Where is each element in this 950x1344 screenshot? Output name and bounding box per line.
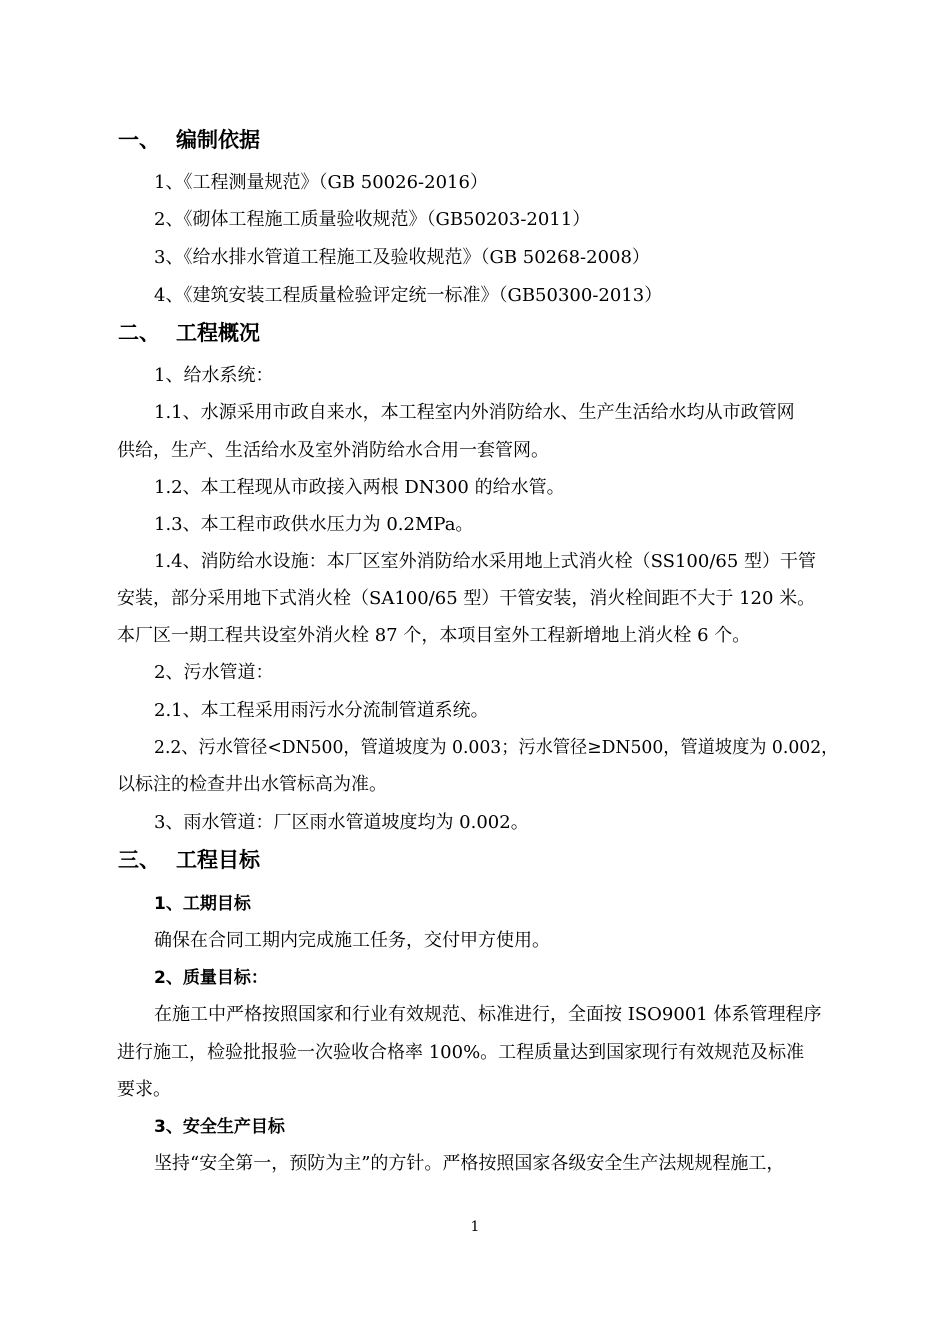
paragraph-line: 2.2、污水管径<DN500，管道坡度为 0.003；污水管径≥DN500，管道坡度为 0.002， — [154, 737, 839, 758]
subsection-label: 2、污水管道： — [154, 662, 274, 683]
section-number: 三、 — [118, 848, 160, 872]
page-number: 1 — [470, 1219, 480, 1235]
subsection-heading: 2、质量目标： — [154, 968, 268, 988]
paragraph-line: 1.1、水源采用市政自来水，本工程室内外消防给水、生产生活给水均从市政管网 — [154, 402, 795, 423]
paragraph-line: 1.2、本工程现从市政接入两根 DN300 的给水管。 — [154, 477, 565, 498]
reference-item: 1、《工程测量规范》（GB 50026-2016） — [154, 172, 488, 193]
section-number: 一、 — [118, 128, 160, 152]
section-title: 工程概况 — [176, 321, 260, 345]
paragraph-line: 要求。 — [117, 1079, 171, 1100]
subsection-label: 3、雨水管道：厂区雨水管道坡度均为 0.002。 — [154, 812, 529, 833]
reference-item: 3、《给水排水管道工程施工及验收规范》（GB 50268-2008） — [154, 247, 650, 268]
paragraph-line: 坚持“安全第一，预防为主”的方针。严格按照国家各级安全生产法规规程施工， — [154, 1153, 785, 1174]
paragraph-line: 1.4、消防给水设施：本厂区室外消防给水采用地上式消火栓（SS100/65 型）干管 — [154, 551, 817, 572]
subsection-heading: 1、工期目标 — [154, 894, 251, 914]
subsection-heading: 3、安全生产目标 — [154, 1117, 285, 1137]
paragraph-line: 进行施工，检验批报验一次验收合格率 100%。工程质量达到国家现行有效规范及标准 — [117, 1042, 805, 1063]
paragraph-line: 安装，部分采用地下式消火栓（SA100/65 型）干管安装，消火栓间距不大于 120 米。 — [117, 588, 816, 609]
section-heading — [118, 127, 260, 153]
section-title: 编制依据 — [176, 128, 260, 152]
subsection-label: 1、给水系统： — [154, 365, 274, 386]
section-number: 二、 — [118, 321, 160, 345]
section-title: 工程目标 — [176, 848, 260, 872]
reference-item: 2、《砌体工程施工质量验收规范》（GB50203-2011） — [154, 209, 591, 230]
paragraph-line: 在施工中严格按照国家和行业有效规范、标准进行，全面按 ISO9001 体系管理程序 — [154, 1004, 822, 1025]
section-heading — [118, 320, 260, 346]
paragraph-line: 确保在合同工期内完成施工任务，交付甲方使用。 — [154, 930, 550, 951]
reference-item: 4、《建筑安装工程质量检验评定统一标准》（GB50300-2013） — [154, 285, 663, 306]
paragraph-line: 供给，生产、生活给水及室外消防给水合用一套管网。 — [117, 440, 549, 461]
paragraph-line: 2.1、本工程采用雨污水分流制管道系统。 — [154, 700, 489, 721]
paragraph-line: 1.3、本工程市政供水压力为 0.2MPa。 — [154, 514, 474, 535]
paragraph-line: 以标注的检查井出水管标高为准。 — [117, 774, 387, 795]
section-heading — [118, 847, 260, 873]
paragraph-line: 本厂区一期工程共设室外消火栓 87 个，本项目室外工程新增地上消火栓 6 个。 — [117, 625, 751, 646]
